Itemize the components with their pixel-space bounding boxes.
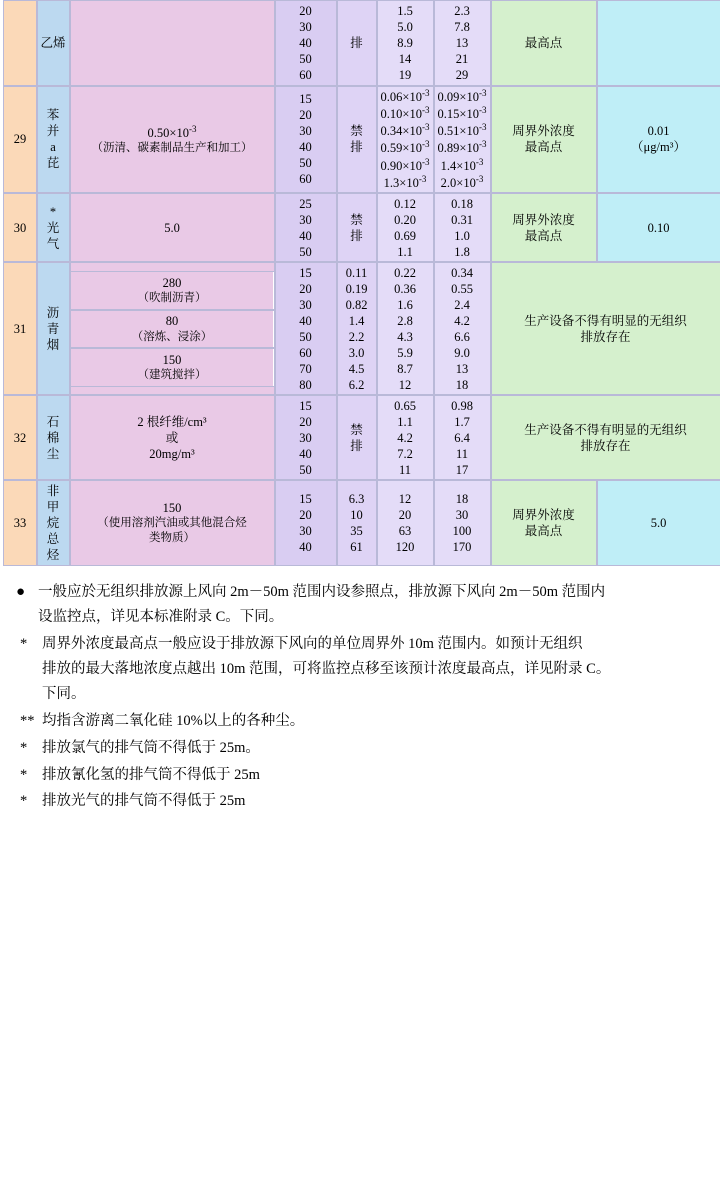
- footnote-text: 排放氰化氢的排气筒不得低于 25m: [42, 766, 260, 783]
- monitoring-point: 周界外浓度 最高点: [491, 86, 597, 194]
- footnote-text: 排放氯气的排气筒不得低于 25m。: [42, 739, 260, 756]
- footnote-item: [14, 789, 694, 814]
- rate-column-0: 0.11 0.19 0.82 1.4 2.2 3.0 4.5 6.2: [337, 262, 377, 395]
- table-row: [4, 395, 720, 480]
- row-number: 33: [4, 480, 37, 565]
- concentration-subrow: [71, 272, 274, 310]
- rate-column-2: 0.34 0.55 2.4 4.2 6.6 9.0 13 18: [434, 262, 491, 395]
- pollutant-name: * 光 气: [37, 193, 70, 262]
- pollutant-name: 非 甲 烷 总 烃: [37, 480, 70, 565]
- concentration-limit: 150 （使用溶剂汽油或其他混合烃 类物质）: [70, 480, 275, 565]
- concentration-subrow: [71, 348, 274, 386]
- asterisk-icon: *: [20, 793, 28, 810]
- rate-column-2: $0.09\times 10^{-3}$ $0.15\times 10^{-3}$ $0.51\times 10^{-3}$ $0.89\times 10^{-3}$ $1.4\times 10^{-3}$ $2.0\times 10^{-3}$: [434, 86, 491, 194]
- concentration-limit: 2 根纤维/cm³ 或 20mg/m³: [70, 395, 275, 480]
- double-asterisk-icon: **: [20, 712, 35, 729]
- table-row: [4, 480, 720, 565]
- monitoring-point: 周界外浓度 最高点: [491, 193, 597, 262]
- footnotes: [0, 580, 720, 814]
- conc-value: 150: [162, 501, 182, 516]
- rate-column-0: 6.3 10 35 61: [337, 480, 377, 565]
- pollutant-name: 石 棉 尘: [37, 395, 70, 480]
- footnote-item: [14, 580, 694, 630]
- unorganized-limit: [597, 86, 720, 194]
- row-number: 31: [4, 262, 37, 395]
- rate-column-1: 1.5 5.0 8.9 14 19: [377, 1, 434, 86]
- conc-value: 0.50×10: [147, 125, 189, 140]
- footnote-item: [14, 763, 694, 788]
- concentration-limit: [70, 1, 275, 86]
- conc-note: （沥清、碳素制品生产和加工）: [91, 141, 253, 154]
- rate-column-1: 12 20 63 120: [377, 480, 434, 565]
- row-number: 30: [4, 193, 37, 262]
- stack-height-list: 20 30 40 50 60: [275, 1, 337, 86]
- concentration-subrow: [71, 310, 274, 348]
- unorganized-limit: 5.0: [597, 480, 720, 565]
- row-number: [4, 1, 37, 86]
- rate-label: 禁 排: [337, 86, 377, 194]
- asterisk-icon: *: [20, 766, 28, 783]
- footnote-item: [14, 736, 694, 761]
- pollutant-name: 沥 青 烟: [37, 262, 70, 395]
- rate-column-2: 2.3 7.8 13 21 29: [434, 1, 491, 86]
- table-row: [4, 262, 720, 395]
- rate-column-2: 0.98 1.7 6.4 11 17: [434, 395, 491, 480]
- rate-label: 排: [337, 1, 377, 86]
- unorganized-limit: [597, 1, 720, 86]
- limit-unit: （μg/m³）: [631, 140, 686, 155]
- table-row: [4, 1, 720, 86]
- rate-column-1: 0.12 0.20 0.69 1.1: [377, 193, 434, 262]
- rate-column-1: $0.06\times 10^{-3}$ $0.10\times 10^{-3}$ $0.34\times 10^{-3}$ $0.59\times 10^{-3}$ $0.90\times 10^{-3}$ $1.3\times 10^{-3}$: [377, 86, 434, 194]
- monitoring-point: 周界外浓度 最高点: [491, 480, 597, 565]
- pollutant-name: [37, 1, 70, 86]
- table-row: [4, 193, 720, 262]
- stack-height-list: 15 20 30 40 50: [275, 395, 337, 480]
- rate-column-1: 0.22 0.36 1.6 2.8 4.3 5.9 8.7 12: [377, 262, 434, 395]
- bullet-icon: ●: [16, 583, 26, 600]
- concentration-limit: [70, 86, 275, 194]
- asterisk-icon: *: [20, 635, 28, 652]
- pollutant-name: 苯 并 a 芘: [37, 86, 70, 194]
- asterisk-icon: *: [20, 739, 28, 756]
- limit-value: 0.01: [647, 124, 670, 139]
- concentration-block: 80 （溶炼、浸涂）: [71, 310, 274, 348]
- monitoring-point: 最高点: [491, 1, 597, 86]
- concentration-subtable: [70, 271, 274, 387]
- emission-standards-table: [3, 0, 720, 566]
- row-number: 32: [4, 395, 37, 480]
- conc-exponent: -3: [188, 123, 197, 134]
- footnote-item: [14, 709, 694, 734]
- unorganized-limit: 0.10: [597, 193, 720, 262]
- concentration-limit: 5.0: [70, 193, 275, 262]
- rate-label: 禁 排: [337, 395, 377, 480]
- rate-column-2: 0.18 0.31 1.0 1.8: [434, 193, 491, 262]
- stack-height-list: 25 30 40 50: [275, 193, 337, 262]
- concentration-block: 150 （建筑搅拌）: [71, 348, 274, 386]
- concentration-limit: [70, 262, 275, 395]
- stack-height-list: 15 20 30 40 50 60 70 80: [275, 262, 337, 395]
- footnote-text: 一般应於无组织排放源上风向 2m－50m 范围内设参照点，排放源下风向 2m－50m 范围内 设监控点，详见本标准附录 C。下同。: [38, 583, 606, 625]
- rate-column-2: 18 30 100 170: [434, 480, 491, 565]
- footnote-text: 周界外浓度最高点一般应设于排放源下风向的单位周界外 10m 范围内。如预计无组织 排放的最大落地浓度点越出 10m 范围，可将监控点移至该预计浓度最高点，详见附录 C。 下同。: [42, 635, 611, 702]
- rate-label: 禁 排: [337, 193, 377, 262]
- monitoring-point: 生产设备不得有明显的无组织 排放存在: [491, 395, 720, 480]
- rate-column-1: 0.65 1.1 4.2 7.2 11: [377, 395, 434, 480]
- stack-height-list: 15 20 30 40 50 60: [275, 86, 337, 194]
- monitoring-point: 生产设备不得有明显的无组织 排放存在: [491, 262, 720, 395]
- concentration-block: 280 （吹制沥青）: [71, 272, 274, 310]
- footnote-text: 排放光气的排气筒不得低于 25m: [42, 793, 246, 810]
- pollutant-name-text: 乙烯: [40, 36, 66, 50]
- footnote-item: [14, 632, 694, 707]
- row-number: 29: [4, 86, 37, 194]
- stack-height-list: 15 20 30 40: [275, 480, 337, 565]
- table-row: [4, 86, 720, 194]
- footnote-text: 均指含游离二氧化硅 10%以上的各种尘。: [42, 712, 305, 729]
